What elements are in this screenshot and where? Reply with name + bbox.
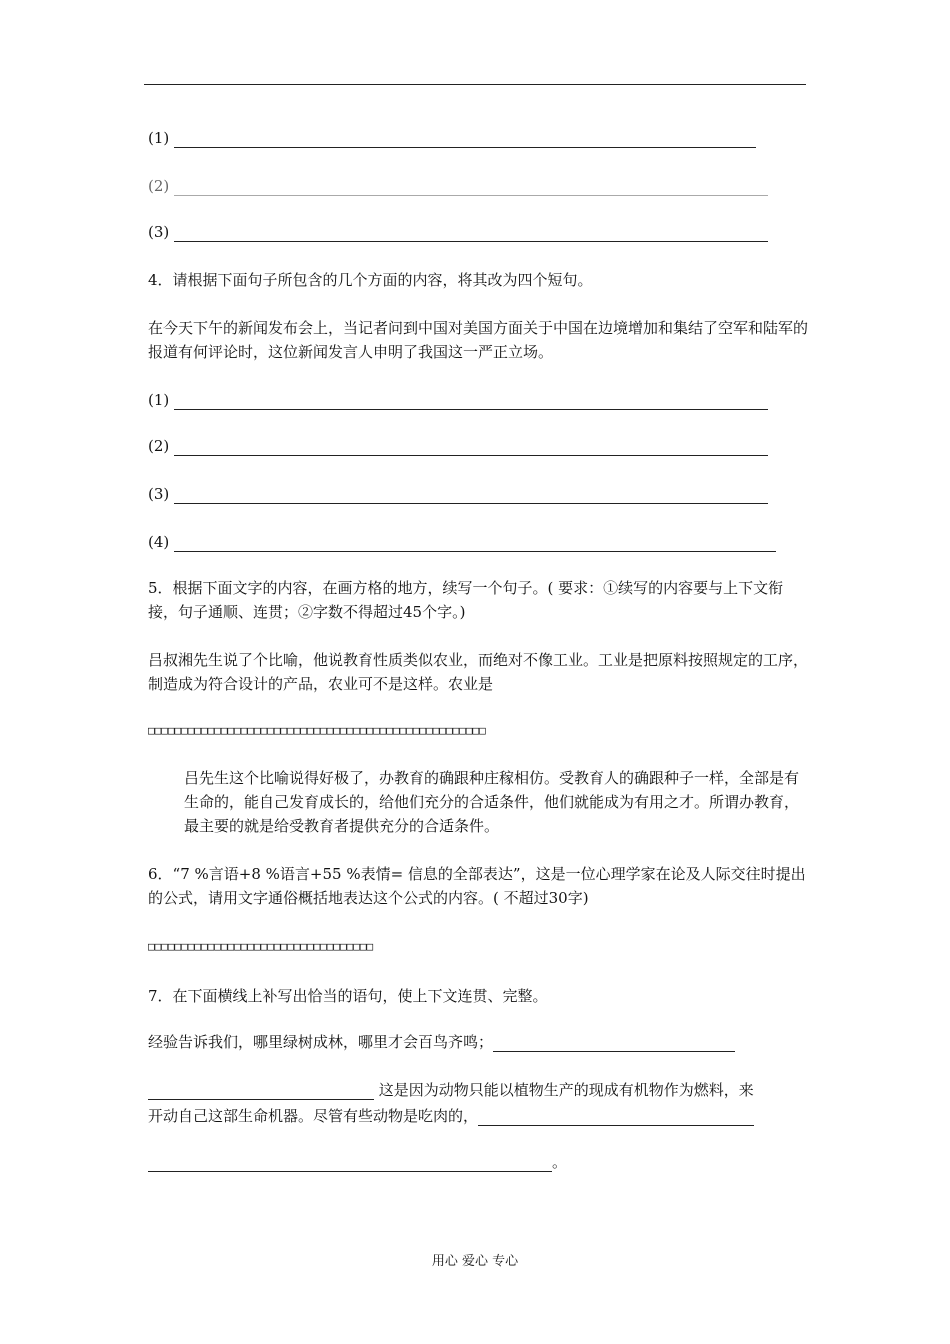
blank-label: (4) xyxy=(148,533,170,551)
blank-label: (1) xyxy=(148,129,170,147)
answer-line[interactable] xyxy=(174,131,756,148)
answer-line[interactable] xyxy=(174,225,768,242)
answer-line[interactable] xyxy=(174,393,768,410)
q7-text-1: 经验告诉我们，哪里绿树成林，哪里才会百鸟齐鸣； xyxy=(148,1033,494,1051)
q7-line-1 xyxy=(148,1032,735,1052)
q5-text: 吕叔湘先生说了个比喻，他说教育性质类似农业，而绝对不像工业。工业是把原料按照规定的工序，制造成为符合设计的产品，农业可不是这样。农业是 xyxy=(148,651,809,693)
q3-blank-2 xyxy=(148,176,768,196)
answer-line[interactable] xyxy=(174,439,768,456)
q3-blank-3 xyxy=(148,222,768,242)
q7-title: 7．在下面横线上补写出恰当的语句，使上下文连贯、完整。 xyxy=(148,987,548,1005)
blank-label: (1) xyxy=(148,391,170,409)
q4-text: 在今天下午的新闻发布会上，当记者问到中国对美国方面关于中国在边境增加和集结了空军和陆军的报道有何评论时，这位新闻发言人申明了我国这一严正立场。 xyxy=(148,319,809,361)
q5-continuation: 吕先生这个比喻说得好极了，办教育的确跟种庄稼相仿。受教育人的确跟种子一样，全部是有生命的，能自己发育成长的，给他们充分的合适条件，他们就能成为有用之才。所谓办教育，最主要的就是给受教育者提供充分的合适条件。 xyxy=(184,769,800,835)
blank-label: (3) xyxy=(148,223,170,241)
answer-line[interactable] xyxy=(493,1035,735,1052)
q7-text-3: 开动自己这部生命机器。尽管有些动物是吃肉的， xyxy=(148,1107,479,1125)
q6-title: 6．“7 %言语+8 %语言+55 %表情= 信息的全部表达”，这是一位心理学家在论及人际交往时提出的公式，请用文字通俗概括地表达这个公式的内容。( 不超过30字) xyxy=(148,865,806,907)
header-rule xyxy=(144,84,806,85)
q4-blank-1 xyxy=(148,390,768,410)
q4-blank-4 xyxy=(148,532,776,552)
answer-line[interactable] xyxy=(148,1155,552,1172)
q7-line-4 xyxy=(148,1152,567,1172)
q7-line-2 xyxy=(148,1080,754,1100)
q6-answer-boxes[interactable]: □□□□□□□□□□□□□□□□□□□□□□□□□□□□□□□□□□ xyxy=(148,940,374,953)
page-footer: 用心 爱心 专心 xyxy=(431,1254,519,1269)
q5-title: 5．根据下面文字的内容，在画方格的地方，续写一个句子。( 要求：①续写的内容要与上下文衔接，句子通顺、连贯；②字数不得超过45个字。) xyxy=(148,579,784,621)
q4-title: 4．请根据下面句子所包含的几个方面的内容，将其改为四个短句。 xyxy=(148,271,593,289)
q5-answer-boxes[interactable]: □□□□□□□□□□□□□□□□□□□□□□□□□□□□□□□□□□□□□□□□□□□□□□□□□□□ xyxy=(148,724,486,737)
answer-line[interactable] xyxy=(174,179,768,196)
q7-line-3 xyxy=(148,1106,754,1126)
q7-end: 。 xyxy=(552,1153,568,1171)
q4-blank-3 xyxy=(148,484,768,504)
blank-label: (2) xyxy=(148,437,170,455)
answer-line[interactable] xyxy=(478,1109,754,1126)
blank-label: (2) xyxy=(148,177,170,195)
q4-blank-2 xyxy=(148,436,768,456)
answer-line[interactable] xyxy=(174,487,768,504)
answer-line[interactable] xyxy=(148,1083,374,1100)
answer-line[interactable] xyxy=(174,535,776,552)
q3-blank-1 xyxy=(148,128,756,148)
q7-text-2: 这是因为动物只能以植物生产的现成有机物作为燃料，来 xyxy=(378,1081,754,1099)
blank-label: (3) xyxy=(148,485,170,503)
